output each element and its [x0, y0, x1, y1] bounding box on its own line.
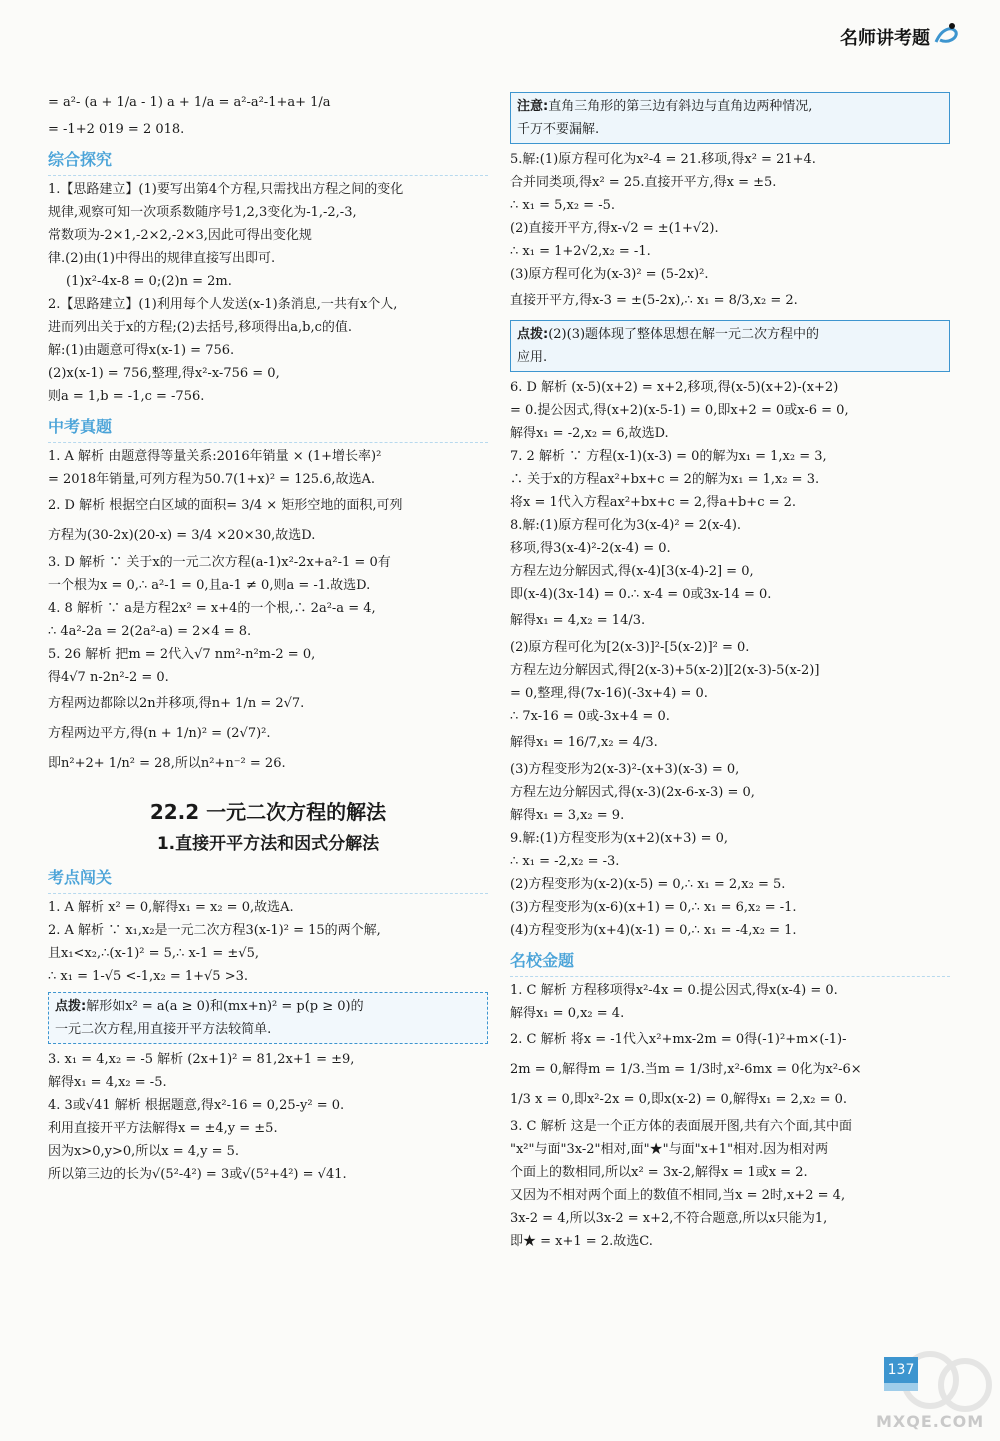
- chapter-subtitle: 1.直接开平方法和因式分解法: [156, 834, 380, 854]
- text-line: 常数项为-2×1,-2×2,-2×3,因此可得出变化规: [48, 228, 312, 243]
- text-line: 解得x₁ = 16/7,x₂ = 4/3.: [510, 735, 658, 750]
- text-line: 1. C 解析 方程移项得x²-4x = 0.提公因式,得x(x-4) = 0.: [510, 983, 838, 998]
- text-line: 1. A 解析 由题意得等量关系:2016年销量 × (1+增长率)²: [48, 449, 382, 464]
- text-line: [55, 995, 481, 1018]
- text-line: 方程左边分解因式,得[2(x-3)+5(x-2)][2(x-3)-5(x-2)]: [510, 663, 820, 678]
- text-line: 解得x₁ = 4,x₂ = 14/3.: [510, 613, 646, 628]
- text-line: (3)原方程可化为(x-3)² = (5-2x)².: [510, 267, 709, 282]
- text-line: 因为x>0,y>0,所以x = 4,y = 5.: [48, 1144, 240, 1159]
- text-line: [517, 323, 943, 346]
- text-line: 解得x₁ = 4,x₂ = -5.: [48, 1075, 167, 1090]
- left-column: [48, 88, 488, 1186]
- text-line: 方程两边都除以2n并移项,得n+ 1/n = 2√7.: [48, 696, 305, 711]
- text-line: 解得x₁ = -2,x₂ = 6,故选D.: [510, 426, 669, 441]
- text-line: 合并同类项,得x² = 25.直接开平方,得x = ±5.: [510, 175, 777, 190]
- chapter-title: 22.2 一元二次方程的解法: [149, 800, 387, 824]
- text-line: 6. D 解析 (x-5)(x+2) = x+2,移项,得(x-5)(x+2)-(x+2): [510, 380, 839, 395]
- text-line: 律.(2)由(1)中得出的规律直接写出即可.: [48, 251, 276, 266]
- text-line: = a²- (a + 1/a - 1) a + 1/a = a²-a²-1+a+ 1/a: [48, 95, 331, 110]
- text-line: 1/3 x = 0,即x²-2x = 0,即x(x-2) = 0,解得x₁ = 2,x₂ = 0.: [510, 1092, 848, 1107]
- text-line: 2. A 解析 ∵ x₁,x₂是一元二次方程3(x-1)² = 15的两个解,: [48, 923, 381, 938]
- text-line: 利用直接开平方法解得x = ±4,y = ±5.: [48, 1121, 278, 1136]
- text-line: 得4√7 n-2n²-2 = 0.: [48, 670, 169, 685]
- text-line: 2. D 解析 根据空白区域的面积= 3/4 × 矩形空地的面积,可列: [48, 498, 403, 513]
- text-line: 即n²+2+ 1/n² = 28,所以n²+n⁻² = 26.: [48, 756, 286, 771]
- text-line: 且x₁<x₂,∴(x-1)² = 5,∴ x-1 = ±√5,: [48, 946, 259, 961]
- page-tab-decoration: [884, 1383, 918, 1391]
- section-heading: 中考真题: [48, 412, 488, 443]
- watermark-text: MXQE.COM: [876, 1412, 985, 1431]
- text-line: ∴ x₁ = 5,x₂ = -5.: [510, 198, 616, 213]
- text-line: (2)方程变形为(x-2)(x-5) = 0,∴ x₁ = 2,x₂ = 5.: [510, 877, 786, 892]
- attention-label: 注意:: [517, 99, 549, 114]
- text-line: ∴ 7x-16 = 0或-3x+4 = 0.: [510, 709, 670, 724]
- text-line: 解得x₁ = 3,x₂ = 9.: [510, 808, 625, 823]
- text-line: 所以第三边的长为√(5²-4²) = 3或√(5²+4²) = √41.: [48, 1167, 347, 1182]
- text-line: (1)x²-4x-8 = 0;(2)n = 2m.: [66, 274, 232, 289]
- text-line: (2)x(x-1) = 756,整理,得x²-x-756 = 0,: [48, 366, 280, 381]
- text-line: 应用.: [517, 350, 548, 365]
- text-line: 5. 26 解析 把m = 2代入√7 nm²-n²m-2 = 0,: [48, 647, 316, 662]
- tip-text: 解形如x² = a(a ≥ 0)和(mx+n)² = p(p ≥ 0)的: [86, 999, 364, 1014]
- text-line: 方程左边分解因式,得(x-4)[3(x-4)-2] = 0,: [510, 564, 754, 579]
- section-heading: 考点闯关: [48, 863, 488, 894]
- text-line: 移项,得3(x-4)²-2(x-4) = 0.: [510, 541, 671, 556]
- section-heading: 名校金题: [510, 946, 950, 977]
- text-line: (4)方程变形为(x+4)(x-1) = 0,∴ x₁ = -4,x₂ = 1.: [510, 923, 797, 938]
- text-line: 千万不要漏解.: [517, 122, 600, 137]
- attention-box: [510, 92, 950, 144]
- text-line: (3)方程变形为2(x-3)²-(x+3)(x-3) = 0,: [510, 762, 740, 777]
- tip-label: 点拨:: [517, 327, 549, 342]
- tip-text: (2)(3)题体现了整体思想在解一元二次方程中的: [548, 327, 820, 342]
- text-line: 3. D 解析 ∵ 关于x的一元二次方程(a-1)x²-2x+a²-1 = 0有: [48, 555, 391, 570]
- text-line: 3. x₁ = 4,x₂ = -5 解析 (2x+1)² = 81,2x+1 = ±9,: [48, 1052, 355, 1067]
- text-line: 4. 3或√41 解析 根据题意,得x²-16 = 0,25-y² = 0.: [48, 1098, 345, 1113]
- text-line: 3. C 解析 这是一个正方体的表面展开图,共有六个面,其中面: [510, 1119, 853, 1134]
- text-line: 5.解:(1)原方程可化为x²-4 = 21.移项,得x² = 21+4.: [510, 152, 816, 167]
- text-line: 规律,观察可知一次项系数随序号1,2,3变化为-1,-2,-3,: [48, 205, 357, 220]
- text-line: 8.解:(1)原方程可化为3(x-4)² = 2(x-4).: [510, 518, 742, 533]
- text-line: 则a = 1,b = -1,c = -756.: [48, 389, 205, 404]
- text-line: ∴ 4a²-2a = 2(2a²-a) = 2×4 = 8.: [48, 624, 252, 639]
- header-brand: 名师讲考题: [840, 28, 930, 49]
- text-line: 个面上的数相同,所以x² = 3x-2,解得x = 1或x = 2.: [510, 1165, 808, 1180]
- text-line: (3)方程变形为(x-6)(x+1) = 0,∴ x₁ = 6,x₂ = -1.: [510, 900, 797, 915]
- tip-label: 点拨:: [55, 999, 87, 1014]
- text-line: "x²"与面"3x-2"相对,面"★"与面"x+1"相对.因为相对两: [510, 1142, 829, 1157]
- text-line: 9.解:(1)方程变形为(x+2)(x+3) = 0,: [510, 831, 729, 846]
- text-line: ∴ x₁ = 1-√5 <-1,x₂ = 1+√5 >3.: [48, 969, 248, 984]
- tip-box: [510, 320, 950, 372]
- attention-text: 直角三角形的第三边有斜边与直角边两种情况,: [548, 99, 813, 114]
- section-heading: 综合探究: [48, 145, 488, 176]
- text-line: [517, 95, 943, 118]
- text-line: (2)原方程可化为[2(x-3)]²-[5(x-2)]² = 0.: [510, 640, 750, 655]
- right-column: [510, 88, 950, 1253]
- text-line: 1.【思路建立】(1)要写出第4个方程,只需找出方程之间的变化: [48, 182, 404, 197]
- text-line: 解:(1)由题意可得x(x-1) = 756.: [48, 343, 235, 358]
- text-line: 方程左边分解因式,得(x-3)(2x-6-x-3) = 0,: [510, 785, 755, 800]
- text-line: = -1+2 019 = 2 018.: [48, 122, 185, 137]
- text-line: 进而列出关于x的方程;(2)去括号,移项得出a,b,c的值.: [48, 320, 353, 335]
- text-line: 即★ = x+1 = 2.故选C.: [510, 1234, 653, 1249]
- text-line: 即(x-4)(3x-14) = 0.∴ x-4 = 0或3x-14 = 0.: [510, 587, 772, 602]
- brand-swirl-icon: [932, 18, 960, 50]
- text-line: 1. A 解析 x² = 0,解得x₁ = x₂ = 0,故选A.: [48, 900, 294, 915]
- text-line: 又因为不相对两个面上的数值不相同,当x = 2时,x+2 = 4,: [510, 1188, 846, 1203]
- text-line: 一元二次方程,用直接开平方法较简单.: [55, 1022, 272, 1037]
- text-line: 一个根为x = 0,∴ a²-1 = 0,且a-1 ≠ 0,则a = -1.故选D.: [48, 578, 371, 593]
- text-line: 3x-2 = 4,所以3x-2 = x+2,不符合题意,所以x只能为1,: [510, 1211, 828, 1226]
- text-line: = 0.提公因式,得(x+2)(x-5-1) = 0,即x+2 = 0或x-6 = 0,: [510, 403, 849, 418]
- text-line: 直接开平方,得x-3 = ±(5-2x),∴ x₁ = 8/3,x₂ = 2.: [510, 293, 798, 308]
- text-line: 2m = 0,解得m = 1/3.当m = 1/3时,x²-6mx = 0化为x²-6×: [510, 1062, 862, 1077]
- text-line: 方程两边平方,得(n + 1/n)² = (2√7)².: [48, 726, 271, 741]
- page-number: 137: [884, 1357, 918, 1383]
- text-line: = 0,整理,得(7x-16)(-3x+4) = 0.: [510, 686, 708, 701]
- text-line: ∴ 关于x的方程ax²+bx+c = 2的解为x₁ = 1,x₂ = 3.: [510, 472, 820, 487]
- text-line: 2.【思路建立】(1)利用每个人发送(x-1)条消息,一共有x个人,: [48, 297, 398, 312]
- text-line: (2)直接开平方,得x-√2 = ±(1+√2).: [510, 221, 719, 236]
- text-line: 方程为(30-2x)(20-x) = 3/4 ×20×30,故选D.: [48, 528, 316, 543]
- text-line: ∴ x₁ = 1+2√2,x₂ = -1.: [510, 244, 651, 259]
- text-line: 2. C 解析 将x = -1代入x²+mx-2m = 0得(-1)²+m×(-1)-: [510, 1032, 847, 1047]
- text-line: 7. 2 解析 ∵ 方程(x-1)(x-3) = 0的解为x₁ = 1,x₂ = 3,: [510, 449, 827, 464]
- text-line: 将x = 1代入方程ax²+bx+c = 2,得a+b+c = 2.: [510, 495, 797, 510]
- text-line: 4. 8 解析 ∵ a是方程2x² = x+4的一个根,∴ 2a²-a = 4,: [48, 601, 376, 616]
- text-line: 解得x₁ = 0,x₂ = 4.: [510, 1006, 625, 1021]
- tip-box: [48, 992, 488, 1044]
- text-line: = 2018年销量,可列方程为50.7(1+x)² = 125.6,故选A.: [48, 472, 376, 487]
- text-line: ∴ x₁ = -2,x₂ = -3.: [510, 854, 620, 869]
